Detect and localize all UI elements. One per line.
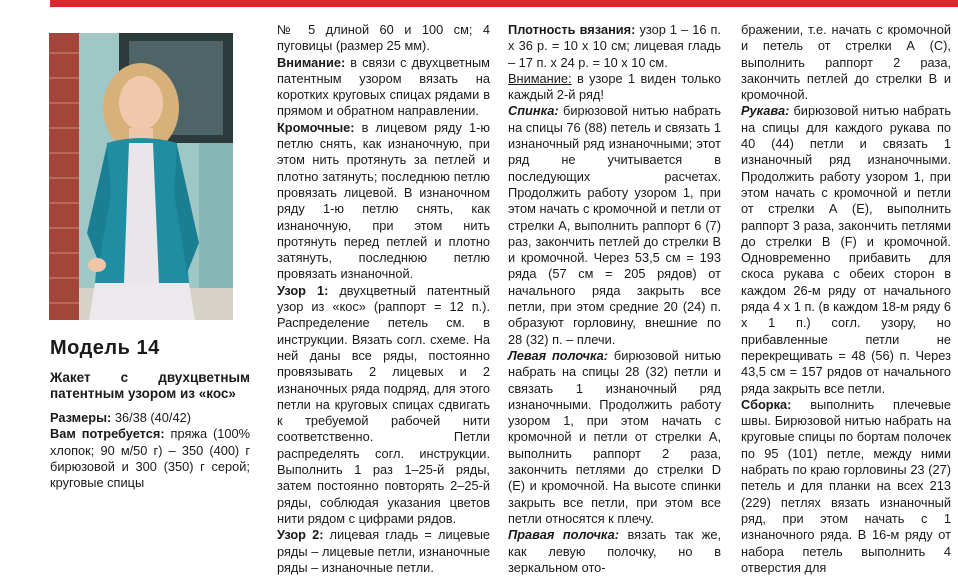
- pattern2-label: Узор 2:: [277, 527, 324, 543]
- attention-label: Внимание:: [277, 54, 346, 70]
- density-label: Плотность вязания:: [508, 22, 636, 37]
- note-paragraph: [508, 71, 721, 104]
- model-photo: [49, 33, 233, 320]
- needles-paragraph: № 5 длиной 60 и 100 см; 4 пуговицы (размер 25 мм).: [277, 22, 490, 54]
- pattern2-text: лицевая гладь = лицевые ряды – лицевые петли, изнаночные ряды – изнаночные петли.: [277, 527, 491, 575]
- text-column-3: [508, 22, 721, 576]
- right-front-paragraph: [508, 527, 721, 576]
- right-front-label: Правая полочка:: [508, 527, 619, 543]
- pattern1-label: Узор 1:: [277, 282, 329, 298]
- right-front-text: вязать так же, как левую полочку, но в зеркальном ото-: [508, 527, 721, 575]
- edge-stitches-label: Кромочные:: [277, 119, 355, 135]
- assembly-paragraph: [741, 397, 951, 576]
- sleeves-text: бирюзовой нитью набрать на спицы для каждого рукава по 40 (44) петли и связать 1 изнаночный ряд изнаночными. Продолжить работу узором 1, при этом начать с кромочной и петли от стрелки А (E), выполнить раппорт 3 раза, закончить петлями до стрелки В (F) и кромочной. Одновременно прибавить для скоса рукава с обеих сторон в каждом 26-м ряду от начального ряда 4 х 1 п. (в каждом 18-м ряду 6 х 1 п.) согл. узору, но прибавленные петли не перекрещивать = 48 (56) п. Через 43,5 см = 157 рядов от начального ряда закрыть все петли.: [741, 103, 951, 396]
- density-text: узор 1 – 16 п. х 36 р. = 10 х 10 см; лицевая гладь – 17 п. х 24 р. = 10 х 10 см.: [508, 22, 721, 70]
- left-front-text: бирюзовой нитью набрать на спицы 28 (32) петли и связать 1 изнаночный ряд изнаночными. Продолжить работу узором 1, при этом начать с кромочной и петли от стрелки А, выполнить раппорт 2 раза, закончить петлями до стрелки D (E) и кромочной. На высоте спинки закрыть все петли, при этом все петли относятся к плечу.: [508, 347, 722, 526]
- assembly-label: Сборка:: [741, 396, 792, 412]
- note-text: в узоре 1 виден только каждый 2-й ряд!: [508, 70, 721, 103]
- intro-column: [50, 336, 250, 491]
- right-front-continued: бражении, т.е. начать с кромочной и петель от стрелки А (С), выполнить раппорт 2 раза, закончить петлей до стрелки В и кромочной.: [741, 22, 951, 103]
- sizes-text: 36/38 (40/42): [111, 410, 191, 425]
- model-title: Модель 14: [50, 337, 160, 359]
- back-text: бирюзовой нитью набрать на спицы 76 (88) петель и связать 1 изнаночный ряд изнаночными; этот ряд не учитывается в последующих расчетах. Продолжить работу узором 1, при этом начать с кромочной и петли от стрелки А, выполнить раппорт 6 (7) раз, закончить петлей до стрелки В и кромочной. Через 53,5 см = 193 ряда (57 см = 205 рядов) от начального ряда закрыть все петли, при этом средние 20 (24) п. образуют горловину, внешние по 28 (32) п. – плечи.: [508, 103, 721, 347]
- attention-text: в связи с двухцветным патентным узором вязать на коротких круговых спицах рядами в прямом и обратном направлении.: [277, 54, 490, 119]
- text-column-2: [277, 22, 490, 576]
- edge-stitches-paragraph: [277, 120, 490, 283]
- materials-text: пряжа (100% хлопок; 90 м/50 г) – 350 (400) г бирюзовой и 300 (350) г серой; круговые спицы: [50, 426, 250, 491]
- left-front-paragraph: [508, 348, 721, 527]
- sizes-paragraph: [50, 410, 250, 426]
- left-front-label: Левая полочка:: [508, 347, 609, 363]
- materials-paragraph: [50, 426, 250, 491]
- sleeves-paragraph: [741, 103, 951, 396]
- top-red-bar: [50, 0, 958, 7]
- sizes-label: Размеры:: [50, 410, 112, 425]
- materials-label: Вам потребуется:: [50, 426, 165, 442]
- pattern2-paragraph: [277, 527, 490, 576]
- note-label: Внимание:: [508, 70, 572, 86]
- density-paragraph: [508, 22, 721, 71]
- text-column-4: [741, 22, 951, 576]
- attention-paragraph: [277, 55, 490, 120]
- sleeves-label: Рукава:: [741, 103, 790, 119]
- pattern1-text: двухцветный патентный узор из «кос» (раппорт = 12 п.). Распределение петель см. в инструкции. Вязать согл. схеме. На ней даны все ряды, постоянно провязывать 2 лицевых и 2 изнаночных ряда подряд, для этого петли на круговых спицах сдвигать к требуемой рабочей нити соответственно. Петли распределять согл. инструкции. Выполнить 1 раз 1–25-й ряды, затем постоянно повторять 2–25-й ряды, соблюдая указания цветов нити рядом с цифрами рядов.: [277, 282, 490, 526]
- jacket-subtitle: Жакет с двухцветным патентным узором из «кос»: [50, 370, 250, 401]
- edge-stitches-text: в лицевом ряду 1-ю петлю снять, как изнаночную, при этом нить протянуть за петлей и плотно затянуть; последнюю петлю провязать лицевой. В изнаночном ряду 1-ю петлю снять, как изнаночную, при этом нить протянуть перед петлей и плотно затянуть, последнюю петлю провязать изнаночной.: [277, 119, 490, 282]
- pattern1-paragraph: [277, 283, 490, 527]
- assembly-text: выполнить плечевые швы. Бирюзовой нитью набрать на круговые спицы по бортам полочек по 95 (101) петле, между ними набрать по краю горловины 23 (27) петель и для планки на всех 213 (229) петлях вязать изнаночный ряд, при этом начать с 1 изнаночного ряда. В 16-м ряду от набора петель выполнить 4 отверстия для: [741, 396, 951, 575]
- back-label: Спинка:: [508, 103, 559, 119]
- back-paragraph: [508, 103, 721, 347]
